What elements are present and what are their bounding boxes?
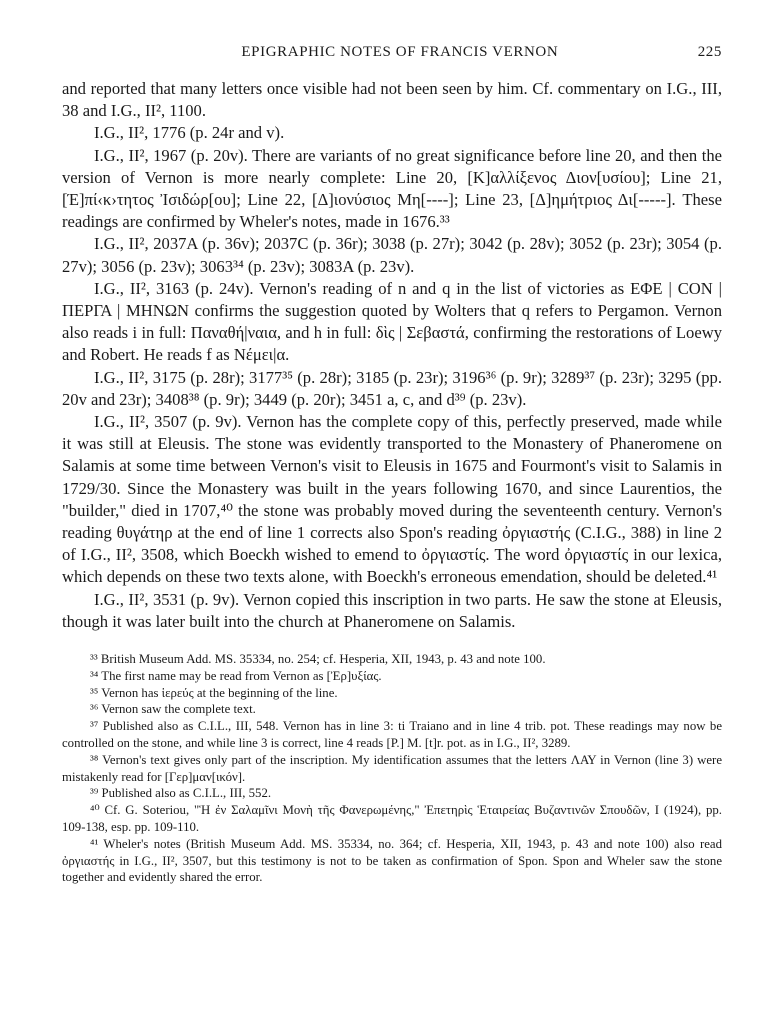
paragraph: I.G., II², 1776 (p. 24r and v).	[94, 123, 285, 143]
paragraph: I.G., II², 2037A (p. 36v); 2037C (p. 36r); 3038 (p. 27r); 3042 (p. 28v); 3052 (p. 23r); 3054 (p. 27v); 3056 (p. 23v); 3063³⁴ (p. 23v); 3083A (p. 23v).	[62, 234, 722, 276]
paragraph: I.G., II², 3507 (p. 9v). Vernon has the complete copy of this, perfectly preserved, made while it was still at Eleusis. The stone was evidently transported to the Monastery of Phaneromene on Salamis at some time between Vernon's visit to Eleusis in 1675 and Fourmont's visit to Salamis in 1729/30. Since the Monastery was built in the years following 1670, and since Laurentios, the "builder," died in 1707,⁴⁰ the stone was probably moved during the seventeenth century. Vernon's reading θυγάτηρ at the end of line 1 corrects also Spon's reading ὀργιαστής (C.I.G., 388) in line 2 of I.G., II², 3508, which Boeckh wished to emend to ὀργιαστίς. The word ὀργιαστίς in our lexica, which depends on these two texts alone, with Boeckh's erroneous emendation, should be deleted.⁴¹	[62, 412, 722, 587]
footnote: ³⁸ Vernon's text gives only part of the inscription. My identification assumes that the letters ΛΑΥ in Vernon (line 3) were mistakenly read for [Γερ]μαν[ικόν].	[62, 752, 722, 784]
paragraph: I.G., II², 3531 (p. 9v). Vernon copied this inscription in two parts. He saw the stone at Eleusis, though it was later built into the church at Phaneromene on Salamis.	[62, 589, 722, 631]
page	[62, 44, 722, 886]
paragraph: I.G., II², 1967 (p. 20v). There are variants of no great significance before line 20, and then the version of Vernon is more nearly complete: Line 20, [Κ]αλλίξενος Διον[υσίου]; Line 21, [Έ]πί‹κ›τητος Ἰσιδώρ[ου]; Line 22, [Δ]ιονύσιος Μη[----]; Line 23, [Δ]ημήτριος Δι[-----]. These readings are confirmed by Wheler's notes, made in 1676.³³	[62, 145, 722, 232]
paragraph: I.G., II², 3175 (p. 28r); 3177³⁵ (p. 28r); 3185 (p. 23r); 3196³⁶ (p. 9r); 3289³⁷ (p. 23r); 3295 (pp. 20v and 23r); 3408³⁸ (p. 9r); 3449 (p. 20r); 3451 a, c, and d³⁹ (p. 23v).	[62, 367, 722, 409]
page-number: 225	[697, 44, 722, 60]
footnote: ³⁷ Published also as C.I.L., III, 548. Vernon has in line 3: ti Traiano and in line 4 trib. pot. These readings may now be controlled on the stone, and while line 3 is correct, line 4 reads [P.] M. [t]r. pot. as in I.G., II², 3289.	[62, 719, 722, 751]
footnote: ³⁴ The first name may be read from Vernon as [Ἐρ]υξίας.	[90, 668, 382, 683]
paragraph: and reported that many letters once visible had not been seen by him. Cf. commentary on I.G., III, 38 and I.G., II², 1100.	[62, 79, 722, 121]
footnote: ³⁶ Vernon saw the complete text.	[90, 702, 256, 717]
running-header	[62, 44, 722, 68]
running-title: EPIGRAPHIC NOTES OF FRANCIS VERNON	[241, 44, 559, 60]
paragraph: I.G., II², 3163 (p. 24v). Vernon's reading of n and q in the list of victories as ΕΦΕ | CON | ΠΕΡΓΑ | ΜΗΝΩΝ confirms the suggestion quoted by Wolters that q refers to Pergamon. Vernon also reads i in full: Παναθή|ναια, and h in full: δὶς | Σεβαστά, confirming the restorations of Loewy and Robert. He reads f as Νέμει|α.	[62, 278, 722, 365]
footnote: ³³ British Museum Add. MS. 35334, no. 254; cf. Hesperia, XII, 1943, p. 43 and note 100.	[90, 652, 546, 667]
footnote: ³⁵ Vernon has ἱερεύς at the beginning of the line.	[90, 685, 338, 700]
footnotes	[62, 651, 722, 886]
footnote: ⁴¹ Wheler's notes (British Museum Add. MS. 35334, no. 364; cf. Hesperia, XII, 1943, p. 43 and note 100) also read ὀργιαστής in I.G., II², 3507, but this testimony is not to be taken as confirmation of Spon. Spon and Wheler saw the stone together and evidently shared the error.	[62, 836, 722, 885]
footnote: ³⁹ Published also as C.I.L., III, 552.	[90, 786, 272, 801]
body-text	[62, 78, 722, 633]
footnote: ⁴⁰ Cf. G. Soteriou, "Ἡ ἐν Σαλαμῖνι Μονὴ τῆς Φανερωμένης," Ἐπετηρὶς Ἑταιρείας Βυζαντινῶν Σπουδῶν, I (1924), pp. 109-138, esp. pp. 109-110.	[62, 803, 722, 835]
